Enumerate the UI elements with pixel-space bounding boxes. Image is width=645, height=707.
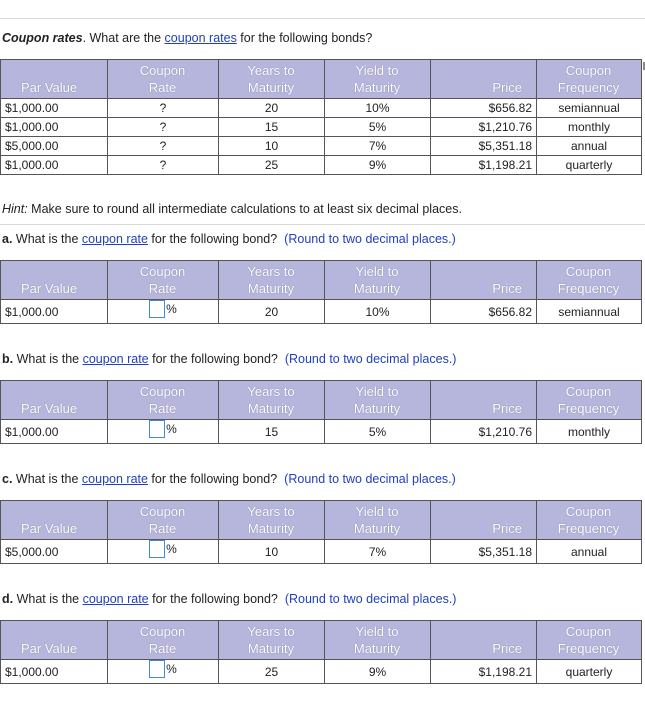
coupon-rate-input-b[interactable]: [149, 420, 165, 438]
bond-b-header: [1, 381, 642, 420]
header-coupon-rate: Coupon Rate: [108, 621, 219, 660]
header-coupon-frequency: Coupon Frequency: [537, 261, 642, 300]
coupon-rate-link-c[interactable]: coupon rate: [81, 472, 148, 486]
intro-text: . What are the: [82, 31, 165, 45]
coupon-rate-input-a[interactable]: [149, 300, 165, 318]
cell-coupon: ?: [108, 99, 219, 118]
cell-freq: quarterly: [537, 660, 642, 684]
bonds-table: [0, 59, 642, 175]
part-b-pre: What is the: [13, 352, 83, 366]
bond-a-table: [0, 260, 642, 324]
bond-b-table: [0, 380, 642, 444]
intro-text-end: for the following bonds?: [236, 31, 373, 45]
cell-coupon-input: [108, 300, 219, 324]
cell-par: $1,000.00: [1, 660, 108, 684]
table-row: [1, 420, 642, 444]
cell-par: $5,000.00: [1, 540, 108, 564]
cell-freq: semiannual: [537, 300, 642, 324]
cell-years: 10: [219, 540, 325, 564]
cell-coupon-input: [108, 540, 219, 564]
part-a-letter: a.: [2, 232, 13, 246]
cell-coupon: ?: [108, 137, 219, 156]
coupon-rates-link[interactable]: coupon rates: [164, 31, 237, 45]
coupon-rate-link-d[interactable]: coupon rate: [82, 592, 149, 606]
header-coupon-frequency: Coupon Frequency: [537, 60, 642, 99]
percent-sign: %: [166, 422, 177, 436]
header-years-to-maturity: Years to Maturity: [219, 381, 325, 420]
part-c-letter: c.: [2, 472, 13, 486]
cell-ytm: 5%: [325, 420, 431, 444]
cell-par: $5,000.00: [1, 137, 108, 156]
header-price: Price: [431, 381, 537, 420]
part-b-round-hint: (Round to two decimal places.): [284, 352, 457, 366]
intro-title: Coupon rates: [2, 31, 83, 45]
cell-freq: quarterly: [537, 156, 642, 175]
part-d-pre: What is the: [13, 592, 83, 606]
table-row: [1, 156, 642, 175]
cell-price: $5,351.18: [431, 137, 537, 156]
part-c-round-hint: (Round to two decimal places.): [284, 472, 456, 486]
header-coupon-frequency: Coupon Frequency: [537, 501, 642, 540]
header-coupon-rate: Coupon Rate: [108, 60, 219, 99]
header-price: Price: [431, 60, 537, 99]
table-row: [1, 540, 642, 564]
cell-years: 15: [219, 118, 325, 137]
header-years-to-maturity: Years to Maturity: [219, 621, 325, 660]
cell-coupon-input: [108, 660, 219, 684]
cell-ytm: 9%: [325, 660, 431, 684]
cell-par: $1,000.00: [1, 118, 108, 137]
header-par-value: Par Value: [1, 501, 108, 540]
hint-line: [2, 202, 462, 216]
header-yield-to-maturity: Yield to Maturity: [325, 621, 431, 660]
coupon-rate-input-d[interactable]: [149, 660, 165, 678]
part-b-post: for the following bond?: [148, 352, 278, 366]
top-divider: [0, 18, 645, 19]
header-par-value: Par Value: [1, 621, 108, 660]
cell-coupon: ?: [108, 118, 219, 137]
part-d-letter: d.: [2, 592, 14, 606]
bond-c-table: [0, 500, 642, 564]
part-d-post: for the following bond?: [148, 592, 278, 606]
part-a-round-hint: (Round to two decimal places.): [284, 232, 456, 246]
part-c-question: [2, 472, 456, 486]
cell-freq: monthly: [537, 420, 642, 444]
header-years-to-maturity: Years to Maturity: [219, 261, 325, 300]
cell-price: $1,198.21: [431, 660, 537, 684]
table-row: [1, 118, 642, 137]
hint-label: Hint:: [2, 202, 28, 216]
cell-freq: monthly: [537, 118, 642, 137]
coupon-rate-link-b[interactable]: coupon rate: [82, 352, 149, 366]
header-yield-to-maturity: Yield to Maturity: [325, 501, 431, 540]
header-yield-to-maturity: Yield to Maturity: [325, 261, 431, 300]
header-coupon-rate: Coupon Rate: [108, 501, 219, 540]
percent-sign: %: [166, 542, 177, 556]
header-years-to-maturity: Years to Maturity: [219, 501, 325, 540]
cell-ytm: 10%: [325, 99, 431, 118]
cell-ytm: 9%: [325, 156, 431, 175]
section-divider: [0, 224, 645, 225]
cell-coupon: ?: [108, 156, 219, 175]
header-par-value: Par Value: [1, 381, 108, 420]
hint-text: Make sure to round all intermediate calculations to at least six decimal places.: [27, 202, 462, 216]
cell-ytm: 5%: [325, 118, 431, 137]
cell-ytm: 7%: [325, 540, 431, 564]
cell-years: 25: [219, 156, 325, 175]
cell-price: $656.82: [431, 300, 537, 324]
part-d-question: [2, 592, 456, 606]
header-price: Price: [431, 261, 537, 300]
cell-par: $1,000.00: [1, 156, 108, 175]
cell-years: 20: [219, 99, 325, 118]
header-par-value: Par Value: [1, 60, 108, 99]
cell-ytm: 7%: [325, 137, 431, 156]
part-c-pre: What is the: [12, 472, 82, 486]
header-years-to-maturity: Years to Maturity: [219, 60, 325, 99]
header-price: Price: [431, 501, 537, 540]
part-a-post: for the following bond?: [147, 232, 278, 246]
header-coupon-rate: Coupon Rate: [108, 261, 219, 300]
header-coupon-frequency: Coupon Frequency: [537, 621, 642, 660]
header-yield-to-maturity: Yield to Maturity: [325, 60, 431, 99]
cell-freq: annual: [537, 137, 642, 156]
intro-question: [2, 31, 372, 45]
coupon-rate-input-c[interactable]: [149, 540, 165, 558]
cell-ytm: 10%: [325, 300, 431, 324]
coupon-rate-link-a[interactable]: coupon rate: [81, 232, 148, 246]
percent-sign: %: [166, 662, 177, 676]
percent-sign: %: [166, 302, 177, 316]
bond-a-header: [1, 261, 642, 300]
table-row: [1, 300, 642, 324]
bonds-table-header: [1, 60, 642, 99]
table-row: [1, 660, 642, 684]
part-d-round-hint: (Round to two decimal places.): [284, 592, 457, 606]
cell-par: $1,000.00: [1, 99, 108, 118]
header-yield-to-maturity: Yield to Maturity: [325, 381, 431, 420]
part-c-post: for the following bond?: [147, 472, 278, 486]
cell-par: $1,000.00: [1, 420, 108, 444]
header-par-value: Par Value: [1, 261, 108, 300]
cell-freq: annual: [537, 540, 642, 564]
cell-price: $1,210.76: [431, 420, 537, 444]
cell-freq: semiannual: [537, 99, 642, 118]
part-b-letter: b.: [2, 352, 14, 366]
bond-d-table: [0, 620, 642, 684]
table-row: [1, 99, 642, 118]
cell-years: 20: [219, 300, 325, 324]
table-row: [1, 137, 642, 156]
cell-par: $1,000.00: [1, 300, 108, 324]
cell-price: $1,198.21: [431, 156, 537, 175]
cell-coupon-input: [108, 420, 219, 444]
part-a-question: [2, 232, 456, 246]
bond-d-header: [1, 621, 642, 660]
cell-price: $656.82: [431, 99, 537, 118]
header-price: Price: [431, 621, 537, 660]
bond-c-header: [1, 501, 642, 540]
cell-price: $1,210.76: [431, 118, 537, 137]
cell-years: 15: [219, 420, 325, 444]
cell-years: 10: [219, 137, 325, 156]
cell-price: $5,351.18: [431, 540, 537, 564]
cell-years: 25: [219, 660, 325, 684]
part-a-pre: What is the: [12, 232, 82, 246]
header-coupon-frequency: Coupon Frequency: [537, 381, 642, 420]
part-b-question: [2, 352, 456, 366]
header-coupon-rate: Coupon Rate: [108, 381, 219, 420]
